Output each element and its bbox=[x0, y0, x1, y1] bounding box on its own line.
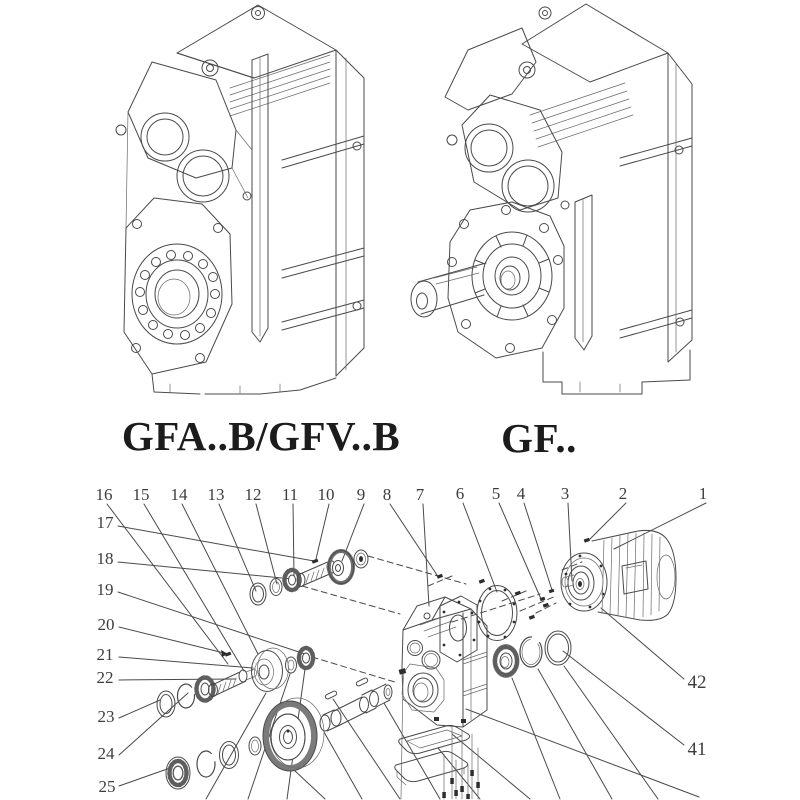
callout-17: 17 bbox=[96, 513, 114, 532]
callout-20: 20 bbox=[97, 615, 115, 634]
callout-1: 1 bbox=[698, 484, 708, 503]
callout-12: 12 bbox=[244, 485, 262, 504]
callout-19: 19 bbox=[96, 580, 114, 599]
upper-shaft-parts bbox=[250, 550, 368, 605]
callout-4: 4 bbox=[516, 484, 526, 503]
cover-gasket-and-bolts bbox=[395, 725, 480, 799]
callout-2: 2 bbox=[618, 484, 628, 503]
callout-23: 23 bbox=[97, 707, 115, 726]
callout-24: 24 bbox=[97, 744, 115, 763]
callout-41: 41 bbox=[687, 739, 707, 760]
callout-9: 9 bbox=[356, 485, 366, 504]
left-figure-caption: GFA..B/GFV..B bbox=[121, 413, 401, 459]
left-gearbox-drawing bbox=[116, 5, 364, 394]
right-figure-caption: GF.. bbox=[501, 415, 577, 461]
callout-42: 42 bbox=[687, 672, 707, 693]
callout-22: 22 bbox=[96, 668, 114, 687]
flange-gasket-ring bbox=[477, 586, 517, 641]
callout-10: 10 bbox=[317, 485, 335, 504]
callout-18: 18 bbox=[96, 549, 114, 568]
output-shaft-parts bbox=[166, 677, 392, 789]
callout-25: 25 bbox=[98, 777, 116, 796]
right-gearbox-drawing bbox=[411, 4, 692, 394]
callout-8: 8 bbox=[382, 485, 392, 504]
callout-3: 3 bbox=[560, 484, 570, 503]
callout-5: 5 bbox=[491, 484, 501, 503]
callout-11: 11 bbox=[281, 485, 299, 504]
callout-6: 6 bbox=[455, 484, 465, 503]
motor bbox=[561, 530, 676, 620]
callout-21: 21 bbox=[96, 645, 114, 664]
callout-13: 13 bbox=[207, 485, 225, 504]
screw-bolts bbox=[225, 538, 590, 657]
exploded-parts-drawing bbox=[107, 503, 706, 799]
callout-14: 14 bbox=[170, 485, 188, 504]
callout-7: 7 bbox=[415, 485, 425, 504]
callout-15: 15 bbox=[132, 485, 150, 504]
gear-housing bbox=[399, 596, 487, 799]
callout-16: 16 bbox=[95, 485, 113, 504]
